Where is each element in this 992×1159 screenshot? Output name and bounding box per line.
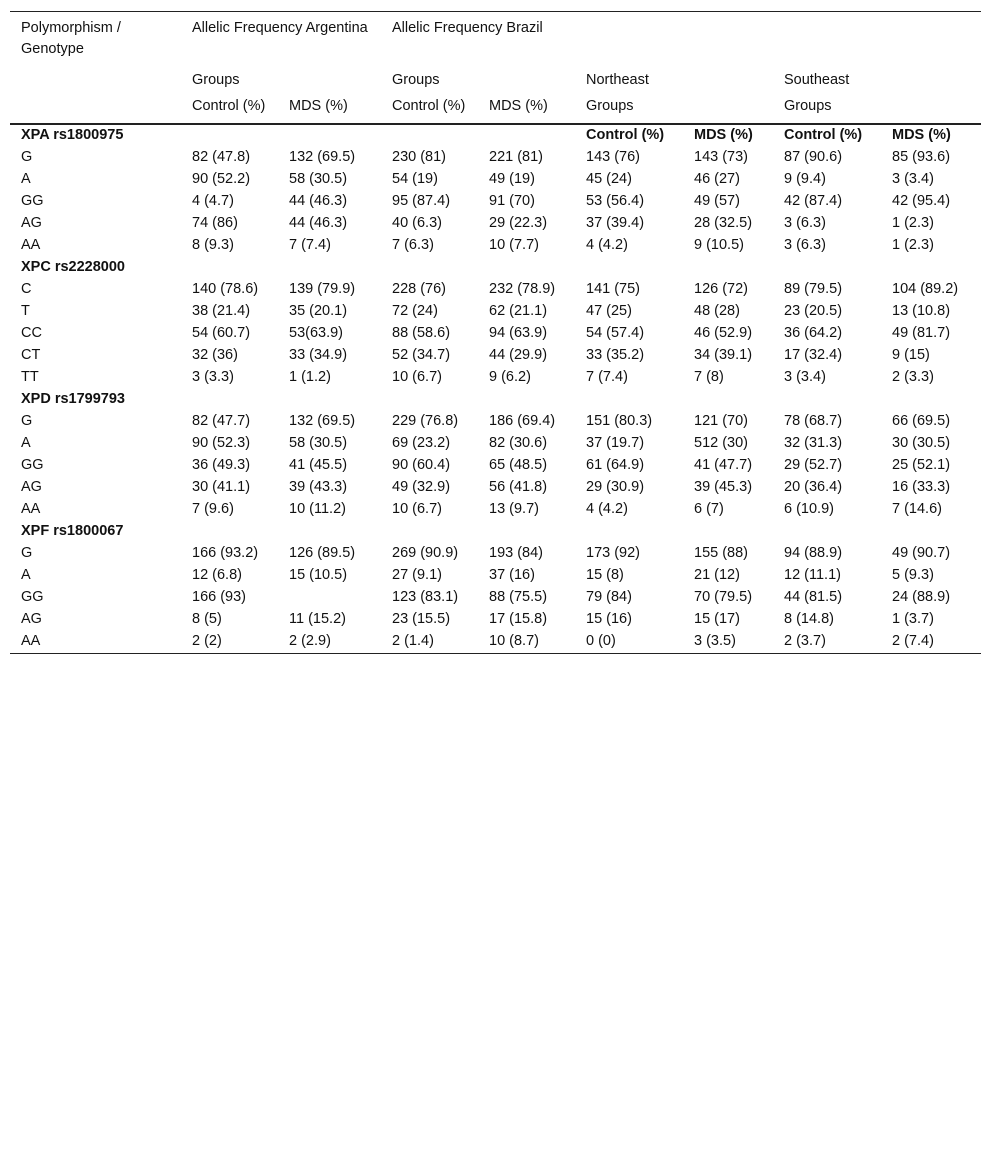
value-cell: 4 (4.2): [586, 501, 628, 517]
value-cell: 10 (11.2): [289, 501, 346, 517]
value-cell: 39 (43.3): [289, 479, 348, 495]
value-cell: 95 (87.4): [392, 193, 451, 209]
value-cell: 8 (5): [192, 611, 222, 627]
table-row: [10, 609, 981, 631]
genotype-cell: AG: [21, 479, 42, 495]
genotype-cell: AG: [21, 215, 42, 231]
value-cell: 10 (6.7): [392, 501, 442, 517]
value-cell: 88 (75.5): [489, 589, 548, 605]
value-cell: 44 (29.9): [489, 347, 548, 363]
value-cell: 4 (4.2): [586, 237, 628, 253]
table-row: [10, 345, 981, 367]
header-row-3: [10, 96, 981, 124]
value-cell: 37 (39.4): [586, 215, 645, 231]
value-cell: 49 (57): [694, 193, 740, 209]
table-row: [10, 301, 981, 323]
value-cell: 30 (41.1): [192, 479, 251, 495]
value-cell: 90 (52.2): [192, 171, 251, 187]
value-cell: 7 (8): [694, 369, 724, 385]
table-row: [10, 433, 981, 455]
value-cell: 49 (90.7): [892, 545, 951, 561]
table-row: [10, 191, 981, 213]
value-cell: 6 (10.9): [784, 501, 834, 517]
header-brazil: Allelic Frequency Brazil: [392, 20, 543, 36]
value-cell: 53(63.9): [289, 325, 344, 341]
value-cell: [278, 587, 381, 609]
value-cell: 20 (36.4): [784, 479, 843, 495]
genotype-cell: AG: [21, 611, 42, 627]
table-row: [10, 587, 981, 609]
value-cell: 27 (9.1): [392, 567, 442, 583]
value-cell: 4 (4.7): [192, 193, 234, 209]
value-cell: 126 (89.5): [289, 545, 356, 561]
value-cell: 46 (27): [694, 171, 740, 187]
genotype-cell: CT: [21, 347, 41, 363]
value-cell: 28 (32.5): [694, 215, 753, 231]
value-cell: 173 (92): [586, 545, 641, 561]
genotype-cell: T: [21, 303, 30, 319]
value-cell: 16 (33.3): [892, 479, 951, 495]
genotype-cell: GG: [21, 589, 44, 605]
table-row: [10, 477, 981, 499]
value-cell: 126 (72): [694, 281, 749, 297]
table-row: [10, 455, 981, 477]
value-cell: 166 (93.2): [192, 545, 259, 561]
table-row: [10, 147, 981, 169]
value-cell: 37 (16): [489, 567, 535, 583]
value-cell: 33 (35.2): [586, 347, 645, 363]
header-arg-control: Control (%): [181, 96, 278, 124]
genotype-cell: CC: [21, 325, 42, 341]
genotype-cell: G: [21, 545, 33, 561]
value-cell: 9 (9.4): [784, 171, 826, 187]
header-argentina: Allelic Frequency Argentina: [192, 20, 368, 36]
value-cell: 7 (14.6): [892, 501, 942, 517]
value-cell: 9 (6.2): [489, 369, 531, 385]
value-cell: 39 (45.3): [694, 479, 753, 495]
value-cell: 44 (46.3): [289, 193, 348, 209]
table-row: [10, 323, 981, 345]
subheader-northeast-mds: MDS (%): [694, 127, 753, 143]
value-cell: 52 (34.7): [392, 347, 451, 363]
value-cell: 85 (93.6): [892, 149, 951, 165]
value-cell: 3 (6.3): [784, 215, 826, 231]
value-cell: 72 (24): [392, 303, 438, 319]
value-cell: 54 (57.4): [586, 325, 645, 341]
section-spacer: [575, 389, 981, 411]
section-row: [10, 389, 981, 411]
table-row: [10, 235, 981, 257]
header-row-2: [10, 65, 981, 96]
value-cell: 61 (64.9): [586, 457, 645, 473]
value-cell: 193 (84): [489, 545, 544, 561]
value-cell: 36 (49.3): [192, 457, 251, 473]
value-cell: 1 (1.2): [289, 369, 331, 385]
value-cell: 17 (15.8): [489, 611, 548, 627]
value-cell: 35 (20.1): [289, 303, 348, 319]
value-cell: 151 (80.3): [586, 413, 653, 429]
value-cell: 91 (70): [489, 193, 535, 209]
value-cell: 82 (47.7): [192, 413, 251, 429]
value-cell: 7 (7.4): [289, 237, 331, 253]
section-row: [10, 124, 981, 147]
table-row: [10, 367, 981, 389]
value-cell: 10 (8.7): [489, 633, 539, 649]
value-cell: 8 (14.8): [784, 611, 834, 627]
value-cell: 3 (6.3): [784, 237, 826, 253]
value-cell: 25 (52.1): [892, 457, 951, 473]
value-cell: 9 (15): [892, 347, 930, 363]
section-title: XPC rs2228000: [21, 259, 125, 275]
value-cell: 15 (10.5): [289, 567, 348, 583]
value-cell: 65 (48.5): [489, 457, 548, 473]
genotype-cell: AA: [21, 633, 41, 649]
value-cell: 23 (15.5): [392, 611, 451, 627]
value-cell: 82 (30.6): [489, 435, 548, 451]
value-cell: 29 (22.3): [489, 215, 548, 231]
value-cell: 74 (86): [192, 215, 238, 231]
genotype-cell: AA: [21, 237, 41, 253]
value-cell: 32 (36): [192, 347, 238, 363]
value-cell: 56 (41.8): [489, 479, 548, 495]
value-cell: 6 (7): [694, 501, 724, 517]
value-cell: 139 (79.9): [289, 281, 356, 297]
value-cell: 15 (8): [586, 567, 624, 583]
section-title: XPF rs1800067: [21, 523, 124, 539]
value-cell: 10 (7.7): [489, 237, 539, 253]
value-cell: 7 (6.3): [392, 237, 434, 253]
value-cell: 5 (9.3): [892, 567, 934, 583]
allelic-frequency-table: [10, 11, 981, 654]
value-cell: 7 (7.4): [586, 369, 628, 385]
genotype-cell: A: [21, 567, 31, 583]
header-northeast: Northeast: [586, 72, 649, 88]
value-cell: 41 (45.5): [289, 457, 348, 473]
value-cell: 66 (69.5): [892, 413, 951, 429]
value-cell: 70 (79.5): [694, 589, 753, 605]
value-cell: 69 (23.2): [392, 435, 451, 451]
value-cell: 2 (3.3): [892, 369, 934, 385]
genotype-cell: G: [21, 149, 33, 165]
value-cell: 58 (30.5): [289, 435, 348, 451]
value-cell: 82 (47.8): [192, 149, 251, 165]
value-cell: 11 (15.2): [289, 611, 346, 627]
value-cell: 88 (58.6): [392, 325, 451, 341]
value-cell: 17 (32.4): [784, 347, 843, 363]
value-cell: 53 (56.4): [586, 193, 645, 209]
value-cell: 2 (2.9): [289, 633, 331, 649]
table-row: [10, 213, 981, 235]
value-cell: 12 (6.8): [192, 567, 242, 583]
value-cell: 13 (10.8): [892, 303, 951, 319]
value-cell: 78 (68.7): [784, 413, 843, 429]
value-cell: 87 (90.6): [784, 149, 843, 165]
value-cell: 15 (16): [586, 611, 632, 627]
value-cell: 2 (1.4): [392, 633, 434, 649]
section-row: [10, 521, 981, 543]
genotype-cell: GG: [21, 193, 44, 209]
table-row: [10, 499, 981, 521]
value-cell: 90 (52.3): [192, 435, 251, 451]
value-cell: 2 (2): [192, 633, 222, 649]
header-bra-mds: MDS (%): [478, 96, 575, 124]
value-cell: 32 (31.3): [784, 435, 843, 451]
subheader-northeast-control: Control (%): [586, 127, 665, 143]
value-cell: 121 (70): [694, 413, 749, 429]
section-title: XPA rs1800975: [21, 127, 124, 143]
header-row-1: [10, 12, 981, 66]
value-cell: 42 (87.4): [784, 193, 843, 209]
value-cell: 62 (21.1): [489, 303, 548, 319]
value-cell: 29 (30.9): [586, 479, 645, 495]
value-cell: 0 (0): [586, 633, 616, 649]
table-row: [10, 279, 981, 301]
value-cell: 123 (83.1): [392, 589, 459, 605]
subheader-southeast-control: Control (%): [784, 127, 863, 143]
value-cell: 2 (7.4): [892, 633, 934, 649]
value-cell: 44 (46.3): [289, 215, 348, 231]
value-cell: 10 (6.7): [392, 369, 442, 385]
section-title: XPD rs1799793: [21, 391, 125, 407]
table-row: [10, 543, 981, 565]
value-cell: 54 (60.7): [192, 325, 251, 341]
section-spacer: [575, 257, 981, 279]
table-row: [10, 565, 981, 587]
value-cell: 232 (78.9): [489, 281, 556, 297]
genotype-cell: A: [21, 171, 31, 187]
section-row: [10, 257, 981, 279]
value-cell: 48 (28): [694, 303, 740, 319]
value-cell: 228 (76): [392, 281, 447, 297]
value-cell: 21 (12): [694, 567, 740, 583]
value-cell: 29 (52.7): [784, 457, 843, 473]
value-cell: 49 (19): [489, 171, 535, 187]
value-cell: 49 (32.9): [392, 479, 451, 495]
value-cell: 3 (3.4): [892, 171, 934, 187]
value-cell: 9 (10.5): [694, 237, 744, 253]
value-cell: 94 (88.9): [784, 545, 843, 561]
genotype-cell: TT: [21, 369, 39, 385]
value-cell: 40 (6.3): [392, 215, 442, 231]
value-cell: 33 (34.9): [289, 347, 348, 363]
value-cell: 104 (89.2): [892, 281, 959, 297]
value-cell: 1 (2.3): [892, 237, 934, 253]
genotype-cell: GG: [21, 457, 44, 473]
value-cell: 79 (84): [586, 589, 632, 605]
value-cell: 37 (19.7): [586, 435, 645, 451]
value-cell: 269 (90.9): [392, 545, 459, 561]
value-cell: 186 (69.4): [489, 413, 556, 429]
value-cell: 49 (81.7): [892, 325, 951, 341]
value-cell: 12 (11.1): [784, 567, 841, 583]
header-polymorphism: Polymorphism / Genotype: [21, 20, 121, 57]
value-cell: 89 (79.5): [784, 281, 843, 297]
value-cell: 141 (75): [586, 281, 641, 297]
value-cell: 45 (24): [586, 171, 632, 187]
value-cell: 3 (3.4): [784, 369, 826, 385]
value-cell: 38 (21.4): [192, 303, 251, 319]
table-row: [10, 411, 981, 433]
header-northeast-groups: Groups: [575, 96, 773, 124]
value-cell: 58 (30.5): [289, 171, 348, 187]
value-cell: 24 (88.9): [892, 589, 951, 605]
header-bra-control: Control (%): [381, 96, 478, 124]
header-southeast: Southeast: [784, 72, 850, 88]
header-southeast-groups: Groups: [773, 96, 981, 124]
value-cell: 8 (9.3): [192, 237, 234, 253]
value-cell: 230 (81): [392, 149, 447, 165]
value-cell: 54 (19): [392, 171, 438, 187]
value-cell: 42 (95.4): [892, 193, 951, 209]
value-cell: 132 (69.5): [289, 413, 356, 429]
value-cell: 2 (3.7): [784, 633, 826, 649]
value-cell: 7 (9.6): [192, 501, 234, 517]
table-row: [10, 169, 981, 191]
value-cell: 3 (3.5): [694, 633, 736, 649]
value-cell: 90 (60.4): [392, 457, 451, 473]
value-cell: 1 (2.3): [892, 215, 934, 231]
header-groups-argentina: Groups: [192, 72, 240, 88]
section-spacer: [575, 521, 981, 543]
value-cell: 36 (64.2): [784, 325, 843, 341]
value-cell: 140 (78.6): [192, 281, 259, 297]
value-cell: 94 (63.9): [489, 325, 548, 341]
value-cell: 41 (47.7): [694, 457, 753, 473]
value-cell: 46 (52.9): [694, 325, 753, 341]
table-row: [10, 631, 981, 654]
header-groups-brazil: Groups: [392, 72, 440, 88]
value-cell: 155 (88): [694, 545, 749, 561]
value-cell: 34 (39.1): [694, 347, 753, 363]
value-cell: 166 (93): [192, 589, 247, 605]
value-cell: 143 (73): [694, 149, 749, 165]
genotype-cell: G: [21, 413, 33, 429]
subheader-southeast-mds: MDS (%): [892, 127, 951, 143]
genotype-cell: C: [21, 281, 32, 297]
value-cell: 132 (69.5): [289, 149, 356, 165]
value-cell: 3 (3.3): [192, 369, 234, 385]
value-cell: 15 (17): [694, 611, 740, 627]
header-arg-mds: MDS (%): [278, 96, 381, 124]
value-cell: 1 (3.7): [892, 611, 934, 627]
value-cell: 229 (76.8): [392, 413, 459, 429]
value-cell: 512 (30): [694, 435, 749, 451]
value-cell: 47 (25): [586, 303, 632, 319]
genotype-cell: AA: [21, 501, 41, 517]
value-cell: 13 (9.7): [489, 501, 539, 517]
value-cell: 30 (30.5): [892, 435, 951, 451]
value-cell: 23 (20.5): [784, 303, 843, 319]
genotype-cell: A: [21, 435, 31, 451]
value-cell: 221 (81): [489, 149, 544, 165]
value-cell: 44 (81.5): [784, 589, 843, 605]
value-cell: 143 (76): [586, 149, 641, 165]
